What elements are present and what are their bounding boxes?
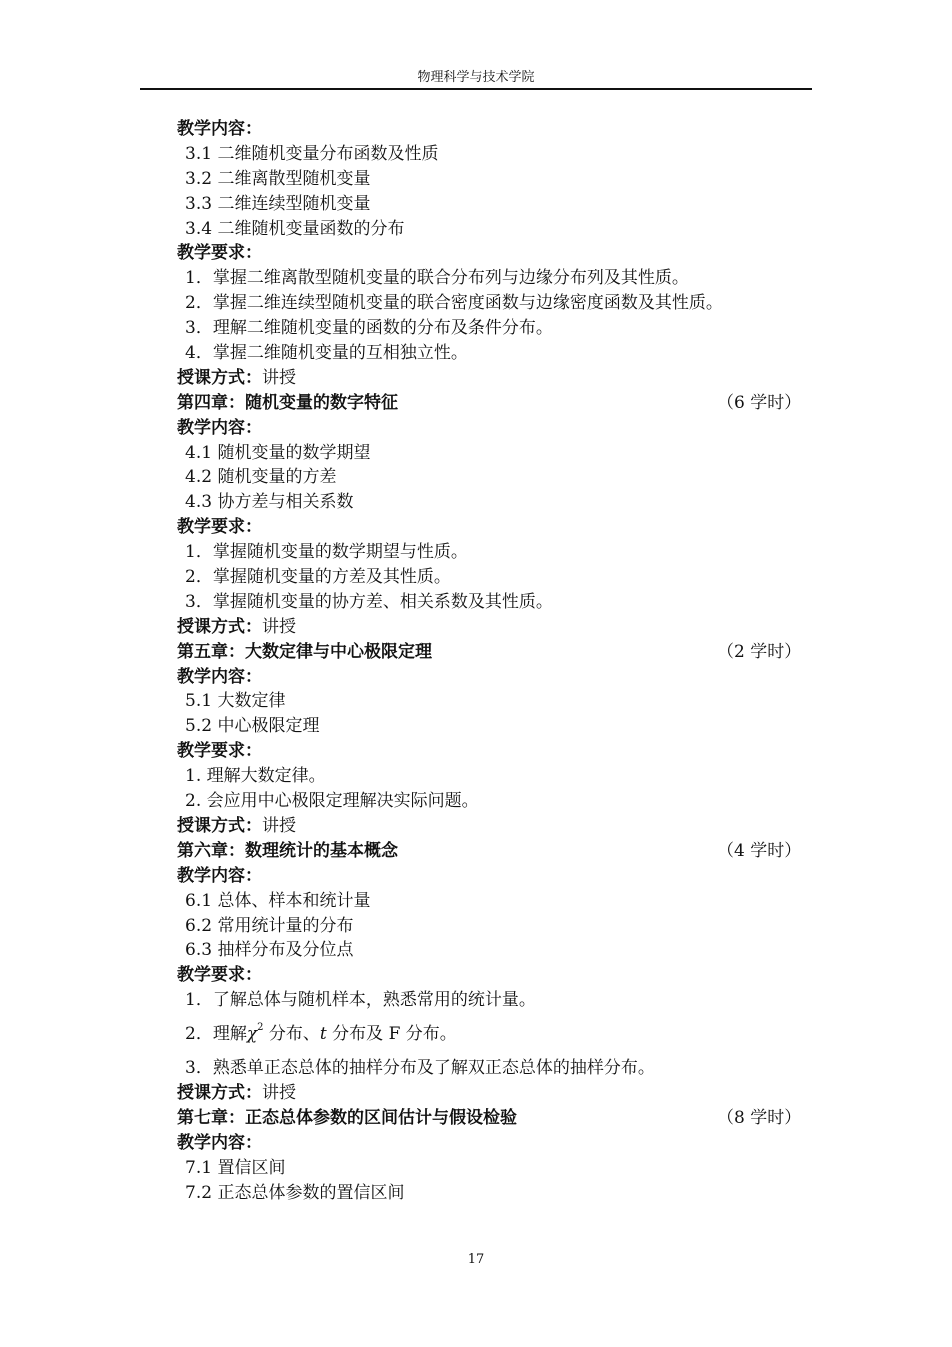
- content-item: 3.3 二维连续型随机变量: [185, 193, 371, 214]
- content-item: 6.1 总体、样本和统计量: [185, 890, 371, 911]
- content-item: 4.1 随机变量的数学期望: [185, 442, 371, 463]
- requirement-item: 1．掌握二维离散型随机变量的联合分布列与边缘分布列及其性质。: [185, 268, 689, 289]
- content-item: 6.3 抽样分布及分位点: [185, 940, 354, 961]
- requirement-item: 3．熟悉单正态总体的抽样分布及了解双正态总体的抽样分布。: [185, 1058, 655, 1079]
- method-value: 讲授: [262, 1082, 296, 1103]
- section-label-content: 教学内容：: [177, 666, 262, 687]
- content-item: 7.2 正态总体参数的置信区间: [185, 1182, 405, 1203]
- content-item: 5.1 大数定律: [185, 691, 286, 712]
- chapter-hours: （4 学时）: [717, 840, 802, 861]
- teaching-method: [177, 615, 817, 640]
- t-symbol: t: [319, 1024, 327, 1045]
- header-rule: [140, 88, 812, 90]
- requirement-item: 2. 会应用中心极限定理解决实际问题。: [185, 791, 479, 812]
- requirement-item: 1. 理解大数定律。: [185, 766, 326, 787]
- page-number: 17: [467, 1252, 485, 1267]
- chi-symbol: χ: [246, 1024, 258, 1045]
- method-value: 讲授: [262, 367, 296, 388]
- chapter-title: 第七章：正态总体参数的区间估计与假设检验: [177, 1107, 517, 1128]
- section-label-requirements: 教学要求：: [177, 741, 262, 762]
- req-prefix: 2．理解: [185, 1024, 247, 1045]
- section-label-requirements: 教学要求：: [177, 517, 262, 538]
- req-end-text: 分布及 F 分布。: [326, 1024, 457, 1045]
- section-label-requirements: 教学要求：: [177, 243, 262, 264]
- requirement-item: 1．掌握随机变量的数学期望与性质。: [185, 542, 468, 563]
- req-mid-text: 分布、: [263, 1024, 320, 1045]
- chapter-title: 第五章：大数定律与中心极限定理: [177, 641, 432, 662]
- section-label-content: 教学内容：: [177, 865, 262, 886]
- content-item: 5.2 中心极限定理: [185, 716, 320, 737]
- teaching-method: [177, 814, 817, 839]
- method-value: 讲授: [262, 616, 296, 637]
- page-header: 物理科学与技术学院: [417, 70, 535, 85]
- chapter-heading: [177, 839, 817, 864]
- method-label: 授课方式：: [177, 616, 262, 637]
- chapter-hours: （8 学时）: [717, 1107, 802, 1128]
- chapter-heading: [177, 640, 817, 665]
- content-item: 7.1 置信区间: [185, 1157, 286, 1178]
- chapter-heading: [177, 391, 817, 416]
- section-label-content: 教学内容：: [177, 119, 262, 139]
- chi-superscript: 2: [257, 1022, 264, 1034]
- syllabus-content: [177, 117, 817, 1205]
- chapter-hours: （2 学时）: [717, 641, 802, 662]
- section-label-requirements: 教学要求：: [177, 965, 262, 986]
- teaching-method: [177, 1081, 817, 1106]
- requirement-item: 1．了解总体与随机样本，熟悉常用的统计量。: [185, 990, 536, 1011]
- requirement-item-distribution: [177, 1013, 817, 1056]
- requirement-item: 4．掌握二维随机变量的互相独立性。: [185, 343, 468, 364]
- content-item: 3.4 二维随机变量函数的分布: [185, 218, 405, 239]
- chapter-hours: （6 学时）: [717, 392, 802, 413]
- requirement-item: 3．掌握随机变量的协方差、相关系数及其性质。: [185, 591, 553, 612]
- teaching-method: [177, 366, 817, 391]
- method-value: 讲授: [262, 815, 296, 836]
- chapter-heading: [177, 1106, 817, 1131]
- method-label: 授课方式：: [177, 815, 262, 836]
- content-item: 4.2 随机变量的方差: [185, 467, 337, 488]
- section-label-content: 教学内容：: [177, 417, 262, 438]
- requirement-item: 2．掌握随机变量的方差及其性质。: [185, 567, 451, 588]
- method-label: 授课方式：: [177, 367, 262, 388]
- content-item: 4.3 协方差与相关系数: [185, 492, 354, 513]
- section-label-content: 教学内容：: [177, 1132, 262, 1153]
- method-label: 授课方式：: [177, 1082, 262, 1103]
- chapter-title: 第六章：数理统计的基本概念: [177, 840, 398, 861]
- content-item: 3.1 二维随机变量分布函数及性质: [185, 143, 439, 164]
- requirement-item: 2．掌握二维连续型随机变量的联合密度函数与边缘密度函数及其性质。: [185, 293, 723, 314]
- chapter-title: 第四章：随机变量的数字特征: [177, 392, 398, 413]
- requirement-item: 3．理解二维随机变量的函数的分布及条件分布。: [185, 318, 553, 339]
- content-item: 3.2 二维离散型随机变量: [185, 168, 371, 189]
- content-item: 6.2 常用统计量的分布: [185, 915, 354, 936]
